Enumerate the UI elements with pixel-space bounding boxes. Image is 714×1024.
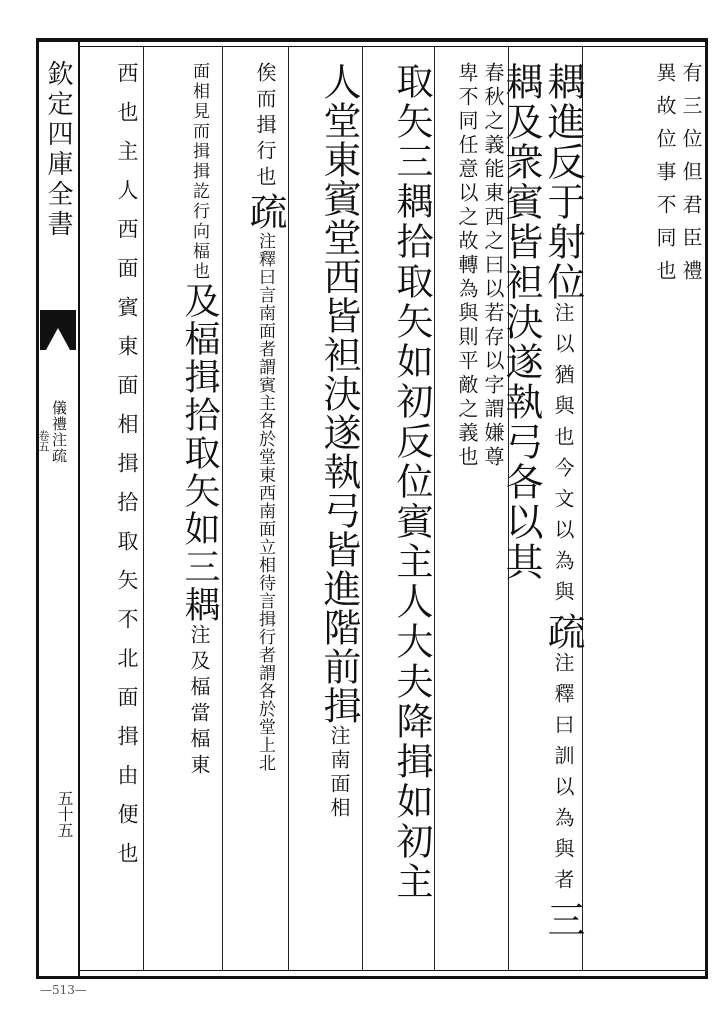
page-footer-stamp: —513— bbox=[40, 983, 87, 997]
commentary-text: 面相見而揖揖訖行向楅也 bbox=[189, 62, 209, 282]
text-column-5 bbox=[294, 62, 360, 962]
juan-label: 卷五 bbox=[37, 430, 50, 452]
column-divider bbox=[143, 46, 144, 970]
frame-right-rule bbox=[705, 38, 708, 979]
book-name: 儀禮注疏 bbox=[50, 400, 68, 464]
text-column-7 bbox=[148, 62, 220, 962]
fishtail-ornament bbox=[40, 310, 76, 350]
main-text: 三耦及衆賓皆袒決遂執弓各以其 bbox=[499, 62, 585, 940]
commentary-text: 注釋曰訓以為與者 bbox=[551, 652, 575, 900]
frame-left-rule bbox=[36, 38, 39, 979]
commentary-line: 有三位但君臣禮 bbox=[679, 62, 703, 293]
main-text: 疏 bbox=[243, 192, 287, 232]
collection-title: 欽定四庫全書 bbox=[43, 60, 73, 240]
commentary-text: 注釋曰言南面者謂賓主各於堂東西南面立相待言揖行者謂各於堂上北 bbox=[255, 232, 275, 772]
main-text: 耦進反于射位 bbox=[541, 62, 585, 302]
main-text: 取矢三耦拾取矢如初反位賓主人大夫降揖如初主 bbox=[390, 62, 433, 902]
text-column-1 bbox=[588, 62, 704, 962]
frame-top-rule bbox=[36, 38, 708, 42]
commentary-line: 西也主人西面賓東面相揖拾取矢不北面揖由便也 bbox=[115, 62, 139, 881]
column-divider bbox=[434, 46, 435, 970]
column-divider bbox=[288, 46, 289, 970]
column-divider bbox=[362, 46, 363, 970]
commentary-text: 注及楅當楅東 bbox=[187, 624, 211, 780]
text-column-3 bbox=[440, 62, 506, 962]
commentary-text: 注以猶與也今文以為與 bbox=[551, 302, 575, 612]
frame-bottom-rule bbox=[36, 976, 708, 979]
commentary-text: 注南面相 bbox=[327, 725, 351, 821]
commentary-line: 卑不同任意以之故轉為與則平敵之義也 bbox=[455, 62, 479, 470]
page-number: 五十五 bbox=[55, 790, 74, 838]
text-column-4 bbox=[368, 62, 432, 962]
main-text: 及楅揖拾取矢如三耦 bbox=[179, 282, 220, 624]
text-column-6 bbox=[226, 62, 286, 962]
commentary-line: 異故位事不同也 bbox=[653, 62, 677, 293]
column-divider bbox=[222, 46, 223, 970]
text-column-2 bbox=[499, 62, 585, 962]
commentary-text: 俟而揖行也 bbox=[253, 62, 277, 192]
text-column-8 bbox=[86, 62, 140, 962]
main-text: 疏 bbox=[541, 612, 585, 652]
commentary-line: 春秋之義能東西之曰以若存以字謂嫌尊 bbox=[481, 62, 505, 470]
main-text: 人堂東賓堂西皆袒決遂執弓皆進階前揖 bbox=[317, 62, 361, 725]
frame-bottom-inner-rule bbox=[80, 970, 708, 971]
margin-rule bbox=[78, 38, 80, 979]
frame-top-inner-rule bbox=[80, 46, 708, 47]
